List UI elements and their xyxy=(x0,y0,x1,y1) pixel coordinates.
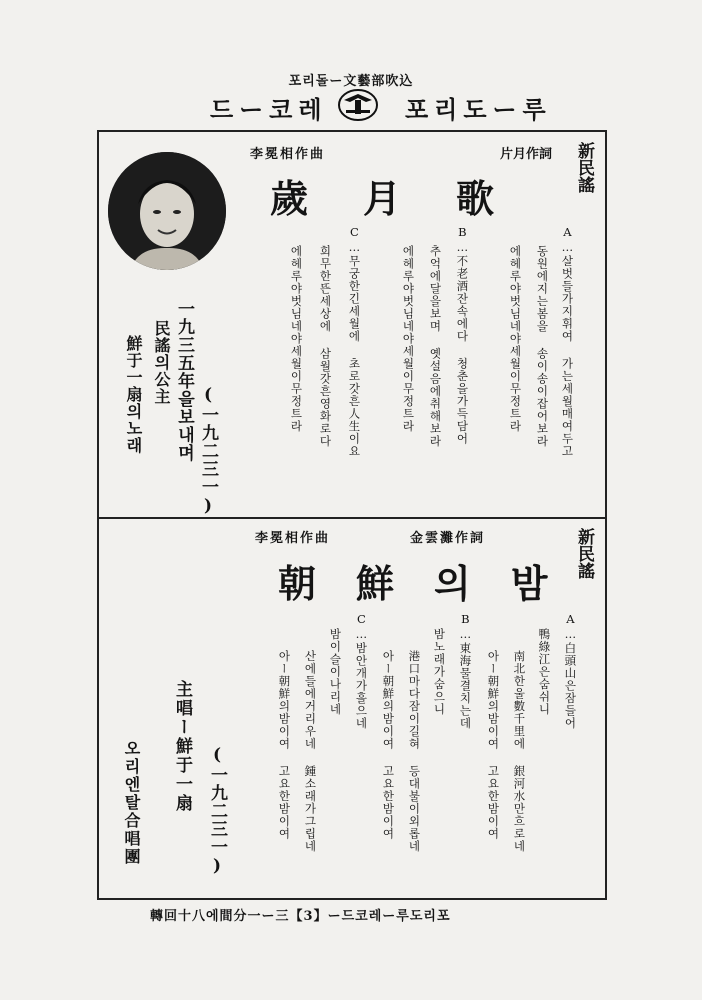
song2-main-singer: 主唱ー鮮于一扇 xyxy=(172,680,192,813)
song2-lyric-credit: 金雲灘作詞 xyxy=(410,531,486,546)
song2-title: 朝鮮의밤 xyxy=(278,561,588,606)
singer-portrait xyxy=(108,152,226,270)
footer-info: 轉回十八에間分一ー三【3】ー드코레ー루도리포 xyxy=(150,909,451,924)
song1-announcement: 一九三五年을보내며 xyxy=(174,300,194,462)
song1-genre: 新民謠 xyxy=(574,142,594,193)
song2-verse-line: 밤이슬이나리네 xyxy=(328,628,343,716)
header-label-right: 포리도ー루 xyxy=(405,95,552,124)
song1-verse-line: 동원에지는봄을 송이송이잡어보라 xyxy=(535,245,550,448)
song2-chorus: 오리엔탈合唱團 xyxy=(122,740,141,866)
song1-singer: 鮮于一扇의노래 xyxy=(124,335,143,454)
song1-title: 歲月歌 xyxy=(270,176,550,221)
song1-verse-line: 에헤루야벗님네야세월이무정트라 xyxy=(508,245,523,433)
song1-lyric-credit: 片月作詞 xyxy=(500,147,553,162)
song1-composer-credit: 李冕相作曲 xyxy=(250,147,326,162)
song2-verse-line: 港口마다잠이길혀 등대불이외롭네 xyxy=(407,650,422,853)
song2-composer-credit: 李冕相作曲 xyxy=(255,531,331,546)
header-note: 포리돌ー文藝部吹込 xyxy=(288,74,414,89)
song1-verse-line: 희무한뜬세상에 삼월갓흔영화로다 xyxy=(318,245,333,448)
song2-verse-line: 아ー朝鮮의밤이여 고요한밤이여 xyxy=(277,650,292,840)
song1-verse-line: B…不老酒잔속에다 청춘을가득담어 xyxy=(455,225,470,445)
song2-verse-line: B…東海물결치는데 xyxy=(458,612,473,730)
polydor-logo-icon xyxy=(338,88,378,122)
song2-verse-line: C…밤안개가흘으네 xyxy=(354,612,369,730)
song2-verse-line: 南北한울數千里에 銀河水만흐로네 xyxy=(512,650,527,853)
section-divider xyxy=(97,517,607,519)
song1-verse-line: 에헤루야벗님네야세월이무정트라 xyxy=(289,245,304,433)
song2-verse-line: 산에들에거리우네 鍾소래가그립네 xyxy=(303,650,318,853)
song2-verse-line: 아ー朝鮮의밤이여 고요한밤이여 xyxy=(486,650,501,840)
song2-verse-line: A…白頭山은잠들어 xyxy=(563,612,578,730)
song1-verse-line: A…살벗들가지휘여 가는세월매여두고 xyxy=(560,225,575,458)
song1-verse-line: 추억에달을보며 옛설음에취해보라 xyxy=(428,245,443,448)
song1-catalog-number: (一九二三一) xyxy=(198,385,218,517)
song2-verse-line: 아ー朝鮮의밤이여 고요한밤이여 xyxy=(381,650,396,840)
song1-verse-line: 에헤루야벗님네야세월이무정트라 xyxy=(401,245,416,433)
header-label-left: 드ー코레 xyxy=(210,95,328,124)
song2-genre: 新民謠 xyxy=(574,528,594,579)
song1-subtitle: 民謠의公主 xyxy=(152,320,171,405)
song1-verse-line: C…무궁한긴세월에 초로갓흔人生이요 xyxy=(347,225,362,458)
song2-verse-line: 밤노래가숨으니 xyxy=(432,628,447,716)
song2-catalog-number: (一九二三一) xyxy=(207,745,227,877)
song2-verse-line: 鴨綠江은숨쉬니 xyxy=(537,628,552,716)
